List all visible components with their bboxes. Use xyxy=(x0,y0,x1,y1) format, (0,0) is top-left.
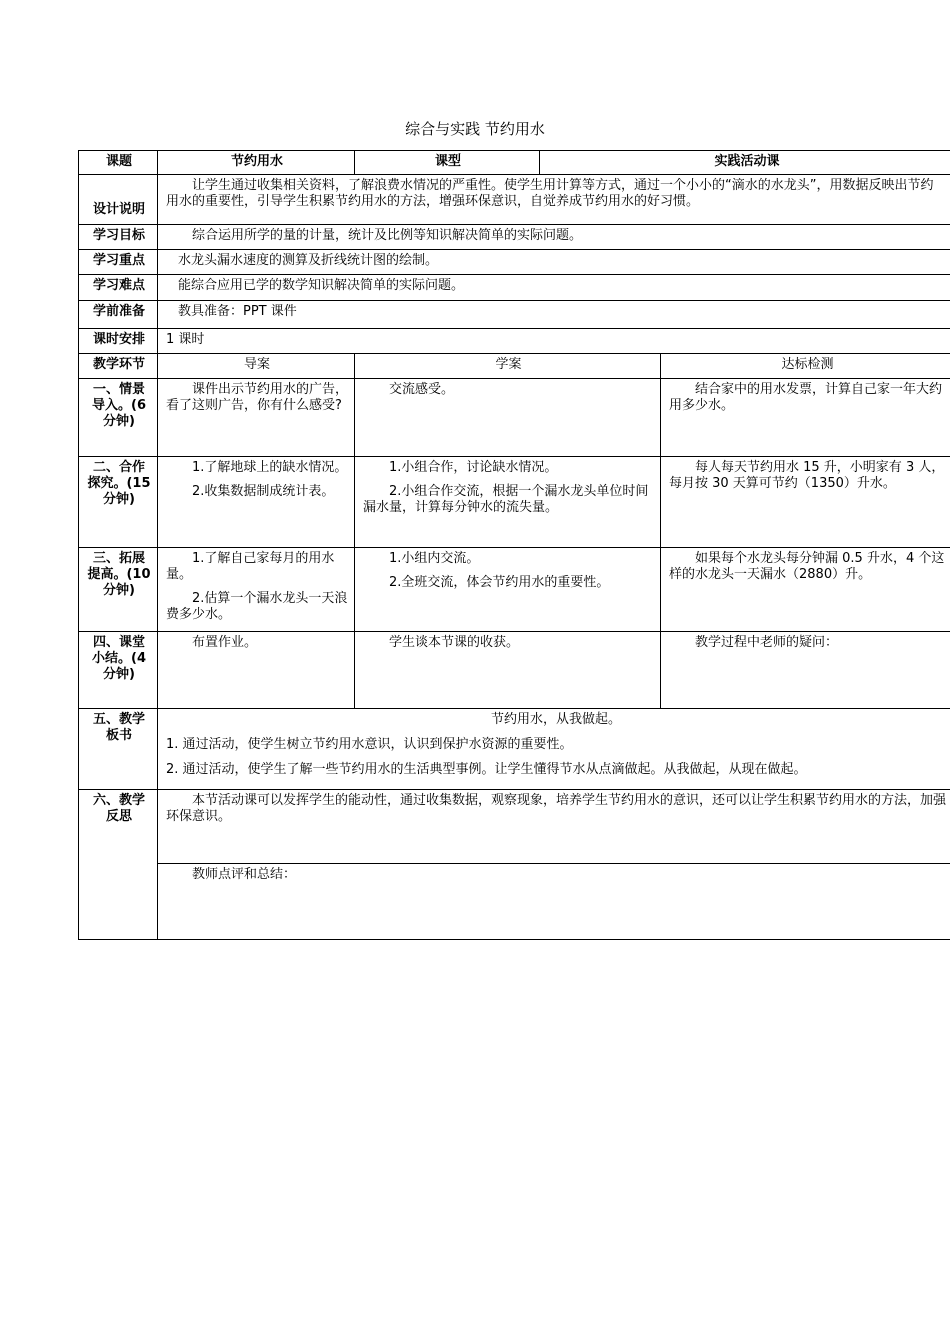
comment-row xyxy=(79,864,950,940)
stage-name: 四、课堂小结。(4 分钟) xyxy=(79,632,158,709)
stage-check: 教学过程中老师的疑问： xyxy=(661,632,950,709)
key-label: 学习重点 xyxy=(79,250,158,275)
reflection-text: 本节活动课可以发挥学生的能动性，通过收集数据，观察现象，培养学生节约用水的意识，还可以让学生积累节约用水的方法，加强环保意识。 xyxy=(158,790,950,864)
stage-study: 学生谈本节课的收获。 xyxy=(355,632,661,709)
goal-label: 学习目标 xyxy=(79,225,158,250)
prep-label: 学前准备 xyxy=(79,301,158,329)
topic-label: 课题 xyxy=(79,151,158,175)
header-row xyxy=(79,151,950,175)
board-row xyxy=(79,709,950,790)
prep-text: 教具准备：PPT 课件 xyxy=(158,301,950,329)
key-row xyxy=(79,250,950,275)
design-label: 设计说明 xyxy=(79,175,158,225)
stages-header-check: 达标检测 xyxy=(661,354,950,379)
goal-text: 综合运用所学的量的计量，统计及比例等知识解决简单的实际问题。 xyxy=(158,225,950,250)
type-label: 课型 xyxy=(355,151,540,175)
stage-check: 结合家中的用水发票，计算自己家一年大约用多少水。 xyxy=(661,379,950,457)
board-heading: 节约用水，从我做起。 xyxy=(491,712,622,727)
board-item: 2. 通过活动，使学生了解一些节约用水的生活典型事例。让学生懂得节水从点滴做起。从我做起，从现在做起。 xyxy=(166,762,807,777)
stage-study: 交流感受。 xyxy=(355,379,661,457)
stage-guide: 布置作业。 xyxy=(158,632,355,709)
stage-row-2 xyxy=(79,457,950,548)
difficulty-text: 能综合应用已学的数学知识解决简单的实际问题。 xyxy=(158,275,950,301)
board-label: 五、教学板书 xyxy=(79,709,158,790)
goal-row xyxy=(79,225,950,250)
time-row xyxy=(79,329,950,354)
lesson-plan-table xyxy=(78,150,950,940)
key-text: 水龙头漏水速度的测算及折线统计图的绘制。 xyxy=(158,250,950,275)
stage-name: 三、拓展提高。(10 分钟) xyxy=(79,548,158,632)
stage-check: 如果每个水龙头每分钟漏 0.5 升水，4 个这样的水龙头一天漏水（2880）升。 xyxy=(661,548,950,632)
stages-header-row xyxy=(79,354,950,379)
stage-guide: 1.了解自己家每月的用水量。 2.估算一个漏水龙头一天浪费多少水。 xyxy=(158,548,355,632)
stage-study: 1.小组合作，讨论缺水情况。 2.小组合作交流，根据一个漏水龙头单位时间漏水量，计算每分钟水的流失量。 xyxy=(355,457,661,548)
stage-study: 1.小组内交流。 2.全班交流，体会节约用水的重要性。 xyxy=(355,548,661,632)
teacher-comment: 教师点评和总结： xyxy=(158,864,950,940)
stage-row-4 xyxy=(79,632,950,709)
stage-name: 一、情景导入。(6 分钟) xyxy=(79,379,158,457)
stage-name: 二、合作探究。(15 分钟) xyxy=(79,457,158,548)
prep-row xyxy=(79,301,950,329)
difficulty-label: 学习难点 xyxy=(79,275,158,301)
stage-guide: 1.了解地球上的缺水情况。 2.收集数据制成统计表。 xyxy=(158,457,355,548)
stages-header-guide: 导案 xyxy=(158,354,355,379)
time-text: 1 课时 xyxy=(158,329,950,354)
design-row xyxy=(79,175,950,225)
stage-row-1 xyxy=(79,379,950,457)
design-text: 让学生通过收集相关资料，了解浪费水情况的严重性。使学生用计算等方式，通过一个小小的“滴水的水龙头”，用数据反映出节约用水的重要性，引导学生积累节约用水的方法，增强环保意识，自觉养成节约用水的好习惯。 xyxy=(158,175,950,225)
board-content xyxy=(158,709,950,790)
reflection-label: 六、教学反思 xyxy=(79,790,158,940)
stages-header-label: 教学环节 xyxy=(79,354,158,379)
board-item: 1. 通过活动，使学生树立节约用水意识，认识到保护水资源的重要性。 xyxy=(166,737,573,752)
stage-check: 每人每天节约用水 15 升，小明家有 3 人，每月按 30 天算可节约（1350）升水。 xyxy=(661,457,950,548)
document-title: 综合与实践 节约用水 xyxy=(405,120,545,138)
type-value: 实践活动课 xyxy=(540,151,950,175)
stages-header-study: 学案 xyxy=(355,354,661,379)
time-label: 课时安排 xyxy=(79,329,158,354)
topic-value: 节约用水 xyxy=(158,151,355,175)
stage-guide: 课件出示节约用水的广告，看了这则广告，你有什么感受? xyxy=(158,379,355,457)
difficulty-row xyxy=(79,275,950,301)
reflection-row xyxy=(79,790,950,864)
stage-row-3 xyxy=(79,548,950,632)
